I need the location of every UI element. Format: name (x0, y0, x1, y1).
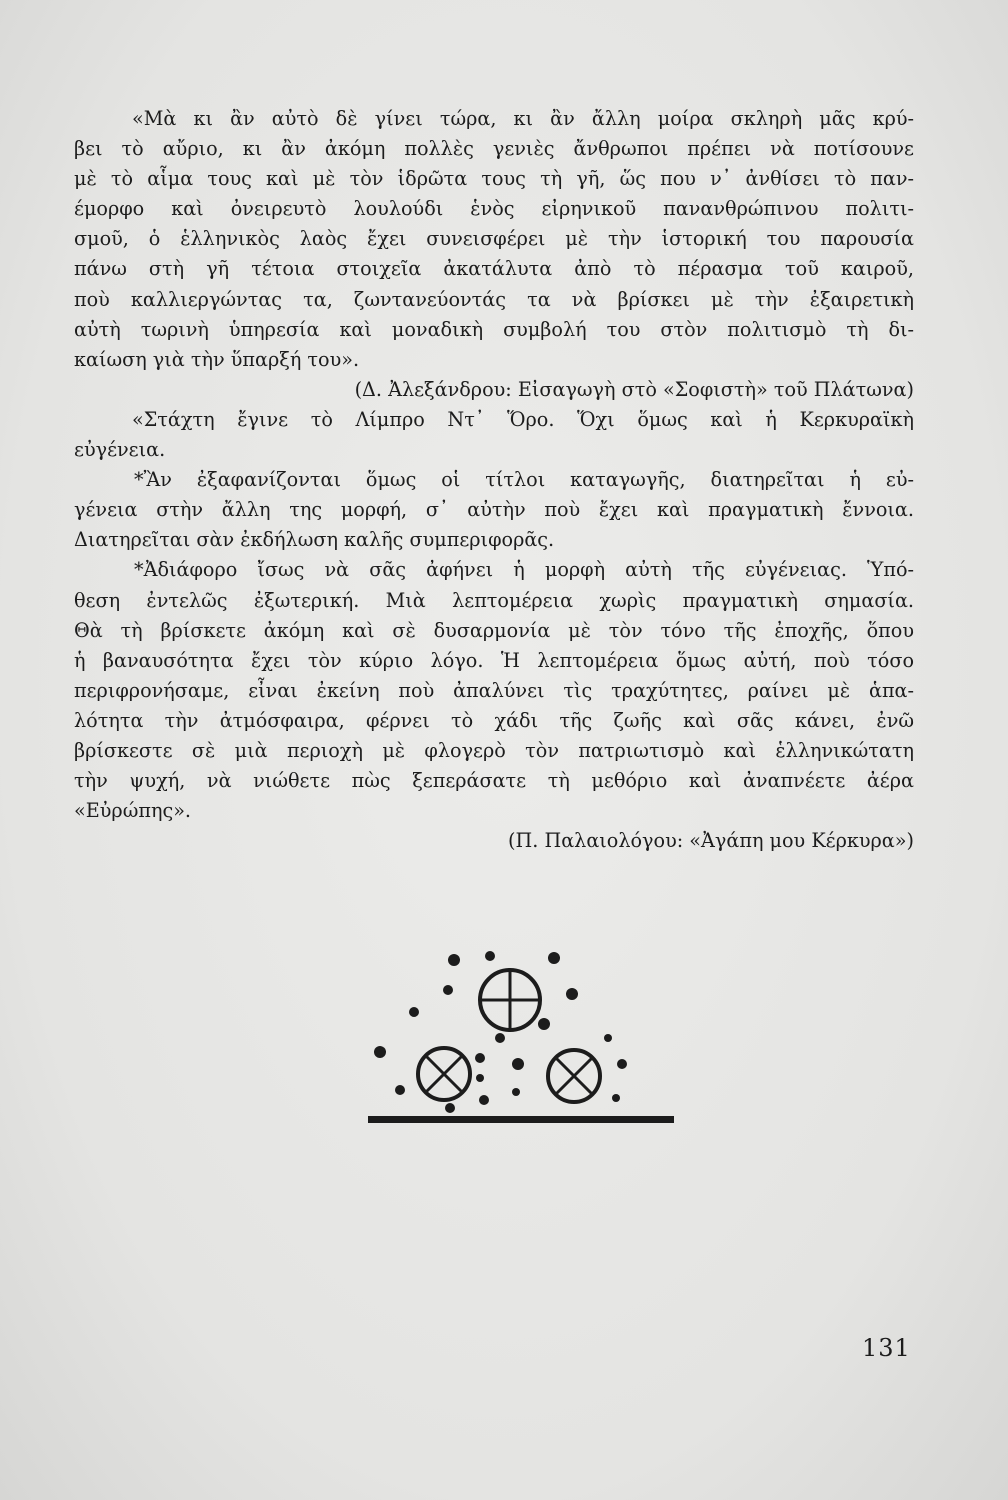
dot-pattern (374, 951, 627, 1113)
text-line: έμορφο καὶ ὀνειρευτὸ λουλούδι ἑνὸς εἰρηνικοῦ πανανθρώπινου πολιτι- (74, 197, 914, 221)
text-line: τὴν ψυχή, νὰ νιώθετε πὼς ξεπεράσατε τὴ μεθόριο καὶ ἀναπνέετε ἀέρα (74, 769, 914, 793)
text-line: βρίσκεστε σὲ μιὰ περιοχὴ μὲ φλογερὸ τὸν πατριωτισμὸ καὶ ἑλληνικώτατη (74, 738, 914, 762)
body-text (74, 104, 914, 856)
text-line: σμοῦ, ὁ ἑλληνικὸς λαὸς ἔχει συνεισφέρει μὲ τὴν ἱστορική του παρουσία (74, 227, 914, 251)
text-line: θεση ἐντελῶς ἐξωτερική. Μιὰ λεπτομέρεια χωρὶς πραγματικὴ σημασία. (74, 588, 914, 612)
ornament-figure (368, 940, 688, 1130)
ground-bar (368, 1116, 674, 1123)
text-line: βει τὸ αὔριο, κι ἂν ἀκόμη πολλὲς γενιὲς ἄνθρωποι πρέπει νὰ ποτίσουνε (74, 137, 914, 161)
text-line: *Ἂν ἐξαφανίζονται ὅμως οἱ τίτλοι καταγωγῆς, διατηρεῖται ἡ εὐ- (134, 468, 914, 492)
text-line: γένεια στὴν ἄλλη της μορφή, σ᾿ αὐτὴν ποὺ ἔχει καὶ πραγματικὴ ἔννοια. (74, 498, 914, 522)
text-line: «Εὐρώπης». (74, 799, 192, 823)
text-line: περιφρονήσαμε, εἶναι ἐκείνη ποὺ ἀπαλύνει τὶς τραχύτητες, ραίνει μὲ ἁπα- (74, 678, 914, 702)
text-line: λότητα τὴν ἀτμόσφαιρα, φέρνει τὸ χάδι τῆς ζωῆς καὶ σᾶς κάνει, ἐνῶ (74, 708, 914, 732)
text-line: εὐγένεια. (74, 438, 166, 462)
text-line: «Μὰ κι ἂν αὐτὸ δὲ γίνει τώρα, κι ἂν ἄλλη μοίρα σκληρὴ μᾶς κρύ- (132, 107, 914, 130)
text-line: Θὰ τὴ βρίσκετε ἀκόμη καὶ σὲ δυσαρμονία μὲ τὸν τόνο τῆς ἐποχῆς, ὅπου (74, 618, 914, 642)
text-line: ἡ βαναυσότητα ἔχει τὸν κύριο λόγο. Ἡ λεπτομέρεια ὅμως αὐτή, ποὺ τόσο (74, 648, 914, 672)
citation-palaiologou: (Π. Παλαιολόγου: «Ἀγάπη μου Κέρκυρα») (508, 829, 914, 853)
text-line: αὐτὴ τωρινὴ ὑπηρεσία καὶ μοναδικὴ συμβολή του στὸν πολιτισμὸ τὴ δι- (74, 317, 914, 341)
text-line: Διατηρεῖται σὰν ἐκδήλωση καλῆς συμπεριφορᾶς. (74, 528, 555, 552)
text-line: ποὺ καλλιεργώντας τα, ζωντανεύοντάς τα νὰ βρίσκει μὲ τὴν ἐξαιρετικὴ (74, 287, 914, 311)
text-line: μὲ τὸ αἷμα τους καὶ μὲ τὸν ἱδρῶτα τους τὴ γῆ, ὥς που ν᾿ ἀνθίσει τὸ παν- (74, 167, 914, 191)
text-line: *Ἀδιάφορο ἴσως νὰ σᾶς ἀφήνει ἡ μορφὴ αὐτὴ τῆς εὐγένειας. Ὑπό- (134, 558, 914, 582)
text-line: καίωση γιὰ τὴν ὕπαρξή του». (74, 347, 360, 371)
text-line: «Στάχτη ἔγινε τὸ Λίμπρο Ντ᾿ Ὅρο. Ὅχι ὅμως καὶ ἡ Κερκυραϊκὴ (132, 407, 914, 431)
citation-alexandrou: (Δ. Ἀλεξάνδρου: Εἰσαγωγὴ στὸ «Σοφιστὴ» τοῦ Πλάτωνα) (354, 377, 914, 401)
text-line: πάνω στὴ γῆ τέτοια στοιχεῖα ἀκατάλυτα ἀπὸ τὸ πέρασμα τοῦ καιροῦ, (74, 257, 914, 281)
page-number: 131 (862, 1334, 911, 1362)
